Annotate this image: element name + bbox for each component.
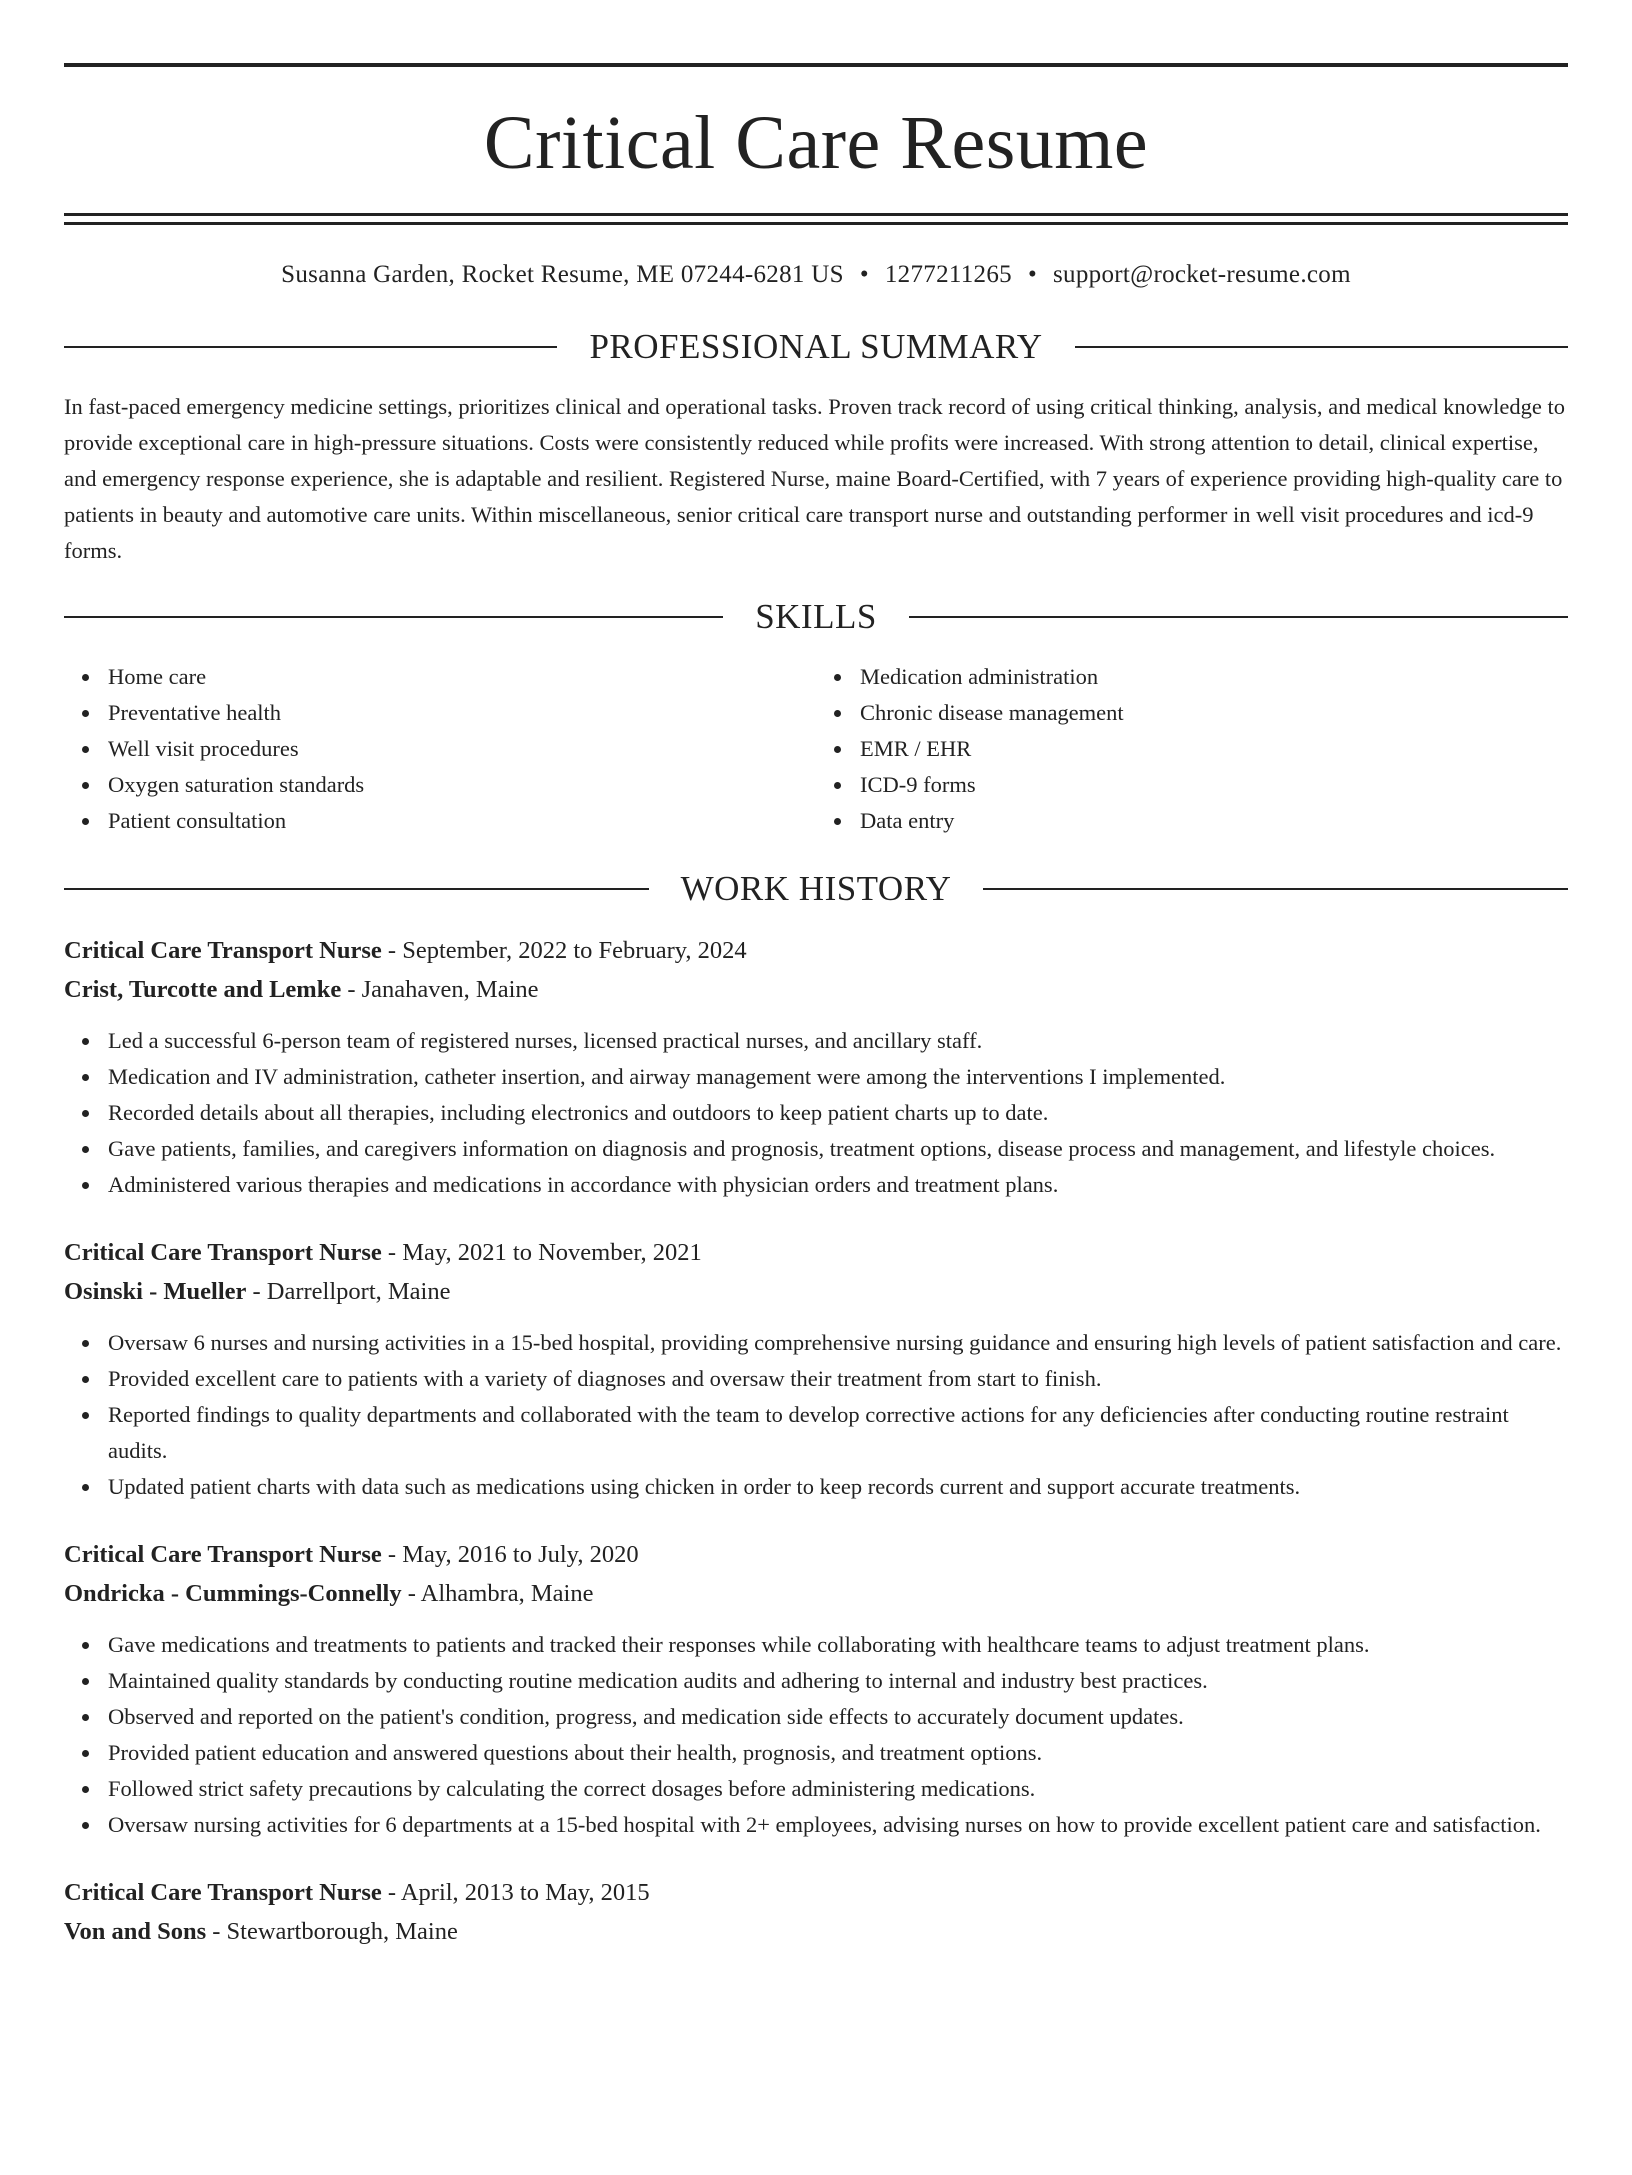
job-bullet: Observed and reported on the patient's condition, progress, and medication side effects to accurately document updates.	[108, 1699, 1568, 1735]
summary-paragraph: In fast-paced emergency medicine settings, prioritizes clinical and operational tasks. Proven track record of using critical thinking, analysis, and medical knowledge to provide exceptional care in high-pressure situations. Costs were consistently reduced while profits were increased. With strong attention to detail, clinical expertise, and emergency response experience, she is adaptable and resilient. Registered Nurse, maine Board-Certified, with 7 years of experience providing high-quality care to patients in beauty and automotive care units. Within miscellaneous, senior critical care transport nurse and outstanding performer in well visit procedures and icd-9 forms.	[64, 394, 1565, 563]
job-title-line	[64, 1233, 1568, 1272]
skill-item: Oxygen saturation standards	[108, 767, 816, 803]
job-bullet: Updated patient charts with data such as medications using chicken in order to keep records current and support accurate treatments.	[108, 1469, 1568, 1505]
job-bullets	[64, 1627, 1568, 1843]
job-bullet: Provided patient education and answered questions about their health, prognosis, and treatment options.	[108, 1735, 1568, 1771]
job-bullet: Administered various therapies and medications in accordance with physician orders and treatment plans.	[108, 1167, 1568, 1203]
job-dates: - September, 2022 to February, 2024	[381, 937, 747, 964]
job-company: Crist, Turcotte and Lemke	[64, 976, 342, 1003]
section-rule-right	[1075, 346, 1568, 348]
job-bullet: Led a successful 6-person team of registered nurses, licensed practical nurses, and ancillary staff.	[108, 1023, 1568, 1059]
section-title: PROFESSIONAL SUMMARY	[589, 327, 1043, 366]
section-rule-left	[64, 346, 557, 348]
skill-item: Medication administration	[860, 659, 1568, 695]
skills-columns	[64, 659, 1568, 839]
skill-item: Well visit procedures	[108, 731, 816, 767]
job-bullet: Medication and IV administration, catheter insertion, and airway management were among the interventions I implemented.	[108, 1059, 1568, 1095]
skill-item: Patient consultation	[108, 803, 816, 839]
section-header-skills	[64, 597, 1568, 637]
section-rule-right	[983, 888, 1568, 890]
section-rule-left	[64, 616, 723, 618]
job-location: - Alhambra, Maine	[401, 1580, 594, 1607]
job-bullet: Followed strict safety precautions by calculating the correct dosages before administering medications.	[108, 1771, 1568, 1807]
job-company: Osinski - Mueller	[64, 1278, 247, 1305]
rule-line	[64, 213, 1568, 216]
job-entry	[64, 1535, 1568, 1843]
job-bullet: Oversaw nursing activities for 6 departments at a 15-bed hospital with 2+ employees, advising nurses on how to provide excellent patient care and satisfaction.	[108, 1807, 1568, 1843]
job-company-line	[64, 1574, 1568, 1613]
job-title: Critical Care Transport Nurse	[64, 1239, 382, 1266]
skills-list-right	[816, 659, 1568, 839]
skill-item: ICD-9 forms	[860, 767, 1568, 803]
job-bullet: Gave medications and treatments to patients and tracked their responses while collaborating with healthcare teams to adjust treatment plans.	[108, 1627, 1568, 1663]
rule-line	[64, 222, 1568, 225]
section-title: SKILLS	[755, 597, 877, 636]
contact-email[interactable]: support@rocket-resume.com	[1053, 261, 1351, 288]
job-entry	[64, 931, 1568, 1203]
job-entry	[64, 1873, 1568, 1951]
skill-item: Preventative health	[108, 695, 816, 731]
job-company: Ondricka - Cummings-Connelly	[64, 1580, 402, 1607]
job-title: Critical Care Transport Nurse	[64, 1879, 382, 1906]
job-title: Critical Care Transport Nurse	[64, 1541, 382, 1568]
contact-address: Susanna Garden, Rocket Resume, ME 07244-6281 US	[281, 261, 844, 288]
skill-item: Home care	[108, 659, 816, 695]
job-bullets	[64, 1023, 1568, 1203]
section-rule-right	[909, 616, 1568, 618]
contact-line	[64, 259, 1568, 291]
top-rule	[64, 63, 1568, 67]
skills-list-left	[64, 659, 816, 839]
job-title-line	[64, 931, 1568, 970]
job-title: Critical Care Transport Nurse	[64, 937, 382, 964]
job-bullet: Gave patients, families, and caregivers information on diagnosis and prognosis, treatment options, disease process and management, and lifestyle choices.	[108, 1131, 1568, 1167]
job-dates: - April, 2013 to May, 2015	[381, 1879, 650, 1906]
job-bullets	[64, 1325, 1568, 1505]
contact-phone: 1277211265	[884, 261, 1012, 288]
job-company: Von and Sons	[64, 1918, 207, 1945]
job-dates: - May, 2021 to November, 2021	[381, 1239, 702, 1266]
job-location: - Darrellport, Maine	[246, 1278, 451, 1305]
title-double-rule	[64, 213, 1568, 225]
job-title-line	[64, 1873, 1568, 1912]
resume-page	[0, 63, 1632, 2175]
job-company-line	[64, 1272, 1568, 1311]
skill-item: Chronic disease management	[860, 695, 1568, 731]
section-rule-left	[64, 888, 649, 890]
job-company-line	[64, 1912, 1568, 1951]
job-entry	[64, 1233, 1568, 1505]
job-bullet: Oversaw 6 nurses and nursing activities in a 15-bed hospital, providing comprehensive nursing guidance and ensuring high levels of patient satisfaction and care.	[108, 1325, 1568, 1361]
job-bullet: Reported findings to quality departments and collaborated with the team to develop corrective actions for any deficiencies after conducting routine restraint audits.	[108, 1397, 1568, 1469]
skill-item: EMR / EHR	[860, 731, 1568, 767]
job-dates: - May, 2016 to July, 2020	[381, 1541, 639, 1568]
job-title-line	[64, 1535, 1568, 1574]
job-location: - Janahaven, Maine	[341, 976, 539, 1003]
section-header-summary	[64, 327, 1568, 367]
job-location: - Stewartborough, Maine	[206, 1918, 458, 1945]
section-title: WORK HISTORY	[680, 869, 952, 908]
job-bullet: Recorded details about all therapies, including electronics and outdoors to keep patient charts up to date.	[108, 1095, 1568, 1131]
job-bullet: Provided excellent care to patients with a variety of diagnoses and oversaw their treatment from start to finish.	[108, 1361, 1568, 1397]
section-header-work	[64, 869, 1568, 909]
resume-title: Critical Care Resume	[483, 101, 1149, 185]
job-company-line	[64, 970, 1568, 1009]
contact-separator: •	[859, 261, 869, 288]
skill-item: Data entry	[860, 803, 1568, 839]
job-bullet: Maintained quality standards by conducting routine medication audits and adhering to internal and industry best practices.	[108, 1663, 1568, 1699]
contact-separator: •	[1027, 261, 1038, 288]
